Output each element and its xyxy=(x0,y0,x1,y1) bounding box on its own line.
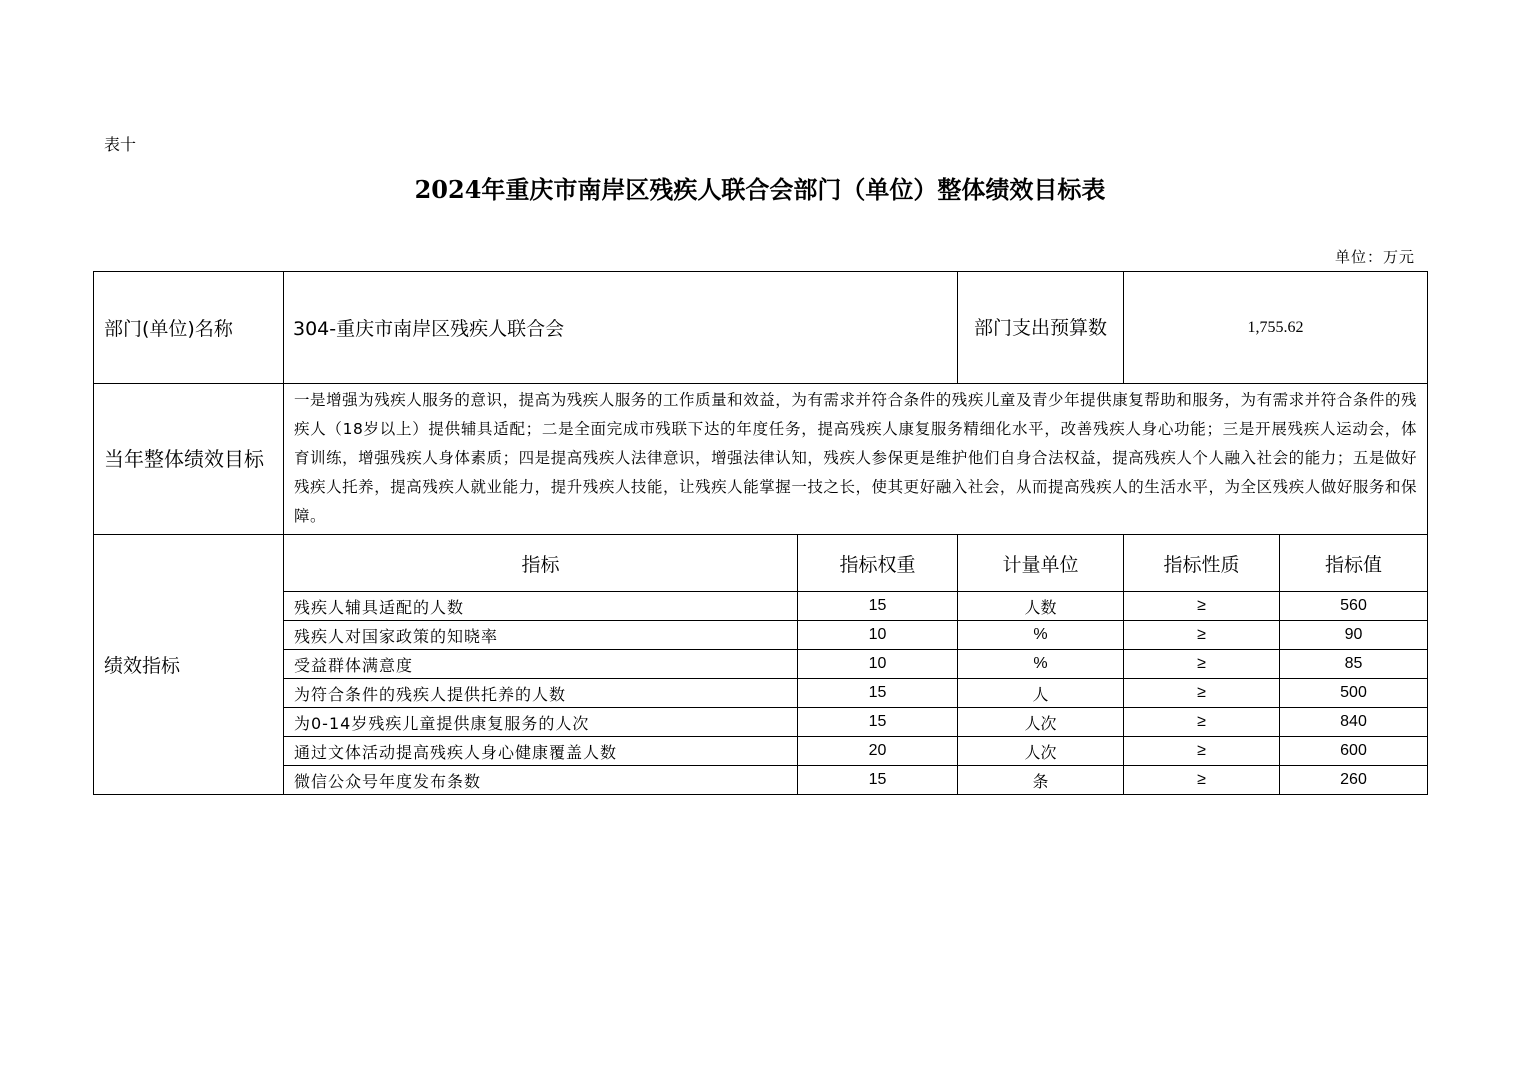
indicator-name: 受益群体满意度 xyxy=(284,650,798,679)
goal-label: 当年整体绩效目标 xyxy=(94,384,284,535)
header-unit: 计量单位 xyxy=(958,535,1124,592)
indicator-unit: 人次 xyxy=(958,708,1124,737)
dept-name-value: 304-重庆市南岸区残疾人联合会 xyxy=(284,272,958,384)
indicator-weight: 10 xyxy=(798,621,958,650)
indicator-value: 600 xyxy=(1280,737,1428,766)
indicator-nature: ≥ xyxy=(1124,679,1280,708)
page-title: 2024年重庆市南岸区残疾人联合会部门（单位）整体绩效目标表 xyxy=(414,175,1106,204)
indicator-unit: 人 xyxy=(958,679,1124,708)
performance-label: 绩效指标 xyxy=(94,535,284,795)
indicator-name: 为符合条件的残疾人提供托养的人数 xyxy=(284,679,798,708)
dept-name-label: 部门(单位)名称 xyxy=(94,272,284,384)
table-row xyxy=(94,737,1428,766)
indicator-name: 微信公众号年度发布条数 xyxy=(284,766,798,795)
indicator-nature: ≥ xyxy=(1124,592,1280,621)
indicator-value: 840 xyxy=(1280,708,1428,737)
dept-row xyxy=(94,272,1428,384)
table-row xyxy=(94,621,1428,650)
indicator-unit: 人数 xyxy=(958,592,1124,621)
header-value: 指标值 xyxy=(1280,535,1428,592)
indicator-nature: ≥ xyxy=(1124,737,1280,766)
header-weight: 指标权重 xyxy=(798,535,958,592)
indicator-name: 为0-14岁残疾儿童提供康复服务的人次 xyxy=(284,708,798,737)
indicator-name: 残疾人辅具适配的人数 xyxy=(284,592,798,621)
goal-text: 一是增强为残疾人服务的意识，提高为残疾人服务的工作质量和效益，为有需求并符合条件的残疾儿童及青少年提供康复帮助和服务，为有需求并符合条件的残疾人（18岁以上）提供辅具适配；二是全面完成市残联下达的年度任务，提高残疾人康复服务精细化水平，改善残疾人身心功能；三是开展残疾人运动会，体育训练，增强残疾人身体素质；四是提高残疾人法律意识，增强法律认知，残疾人参保更是维护他们自身合法权益，提高残疾人个人融入社会的能力；五是做好残疾人托养，提高残疾人就业能力，提升残疾人技能，让残疾人能掌握一技之长，使其更好融入社会，从而提高残疾人的生活水平，为全区残疾人做好服务和保障。 xyxy=(284,384,1428,535)
budget-label: 部门支出预算数 xyxy=(958,272,1124,384)
table-row xyxy=(94,650,1428,679)
indicator-unit: % xyxy=(958,650,1124,679)
budget-value: 1,755.62 xyxy=(1124,272,1428,384)
indicator-nature: ≥ xyxy=(1124,766,1280,795)
indicator-value: 260 xyxy=(1280,766,1428,795)
indicator-value: 560 xyxy=(1280,592,1428,621)
indicator-unit: 条 xyxy=(958,766,1124,795)
indicator-weight: 15 xyxy=(798,679,958,708)
indicator-weight: 20 xyxy=(798,737,958,766)
table-row xyxy=(94,766,1428,795)
performance-target-table xyxy=(93,271,1428,795)
indicator-nature: ≥ xyxy=(1124,650,1280,679)
table-row xyxy=(94,679,1428,708)
indicator-weight: 15 xyxy=(798,766,958,795)
indicator-weight: 15 xyxy=(798,708,958,737)
indicator-name: 通过文体活动提高残疾人身心健康覆盖人数 xyxy=(284,737,798,766)
indicator-nature: ≥ xyxy=(1124,708,1280,737)
indicator-value: 90 xyxy=(1280,621,1428,650)
indicator-value: 500 xyxy=(1280,679,1428,708)
indicator-unit: 人次 xyxy=(958,737,1124,766)
indicator-weight: 10 xyxy=(798,650,958,679)
table-row xyxy=(94,708,1428,737)
indicator-header-row xyxy=(94,535,1428,592)
indicator-name: 残疾人对国家政策的知晓率 xyxy=(284,621,798,650)
header-indicator: 指标 xyxy=(284,535,798,592)
indicator-nature: ≥ xyxy=(1124,621,1280,650)
table-row xyxy=(94,592,1428,621)
header-nature: 指标性质 xyxy=(1124,535,1280,592)
page-label: 表十 xyxy=(104,135,137,154)
indicator-unit: % xyxy=(958,621,1124,650)
indicator-value: 85 xyxy=(1280,650,1428,679)
goal-row xyxy=(94,384,1428,535)
unit-note: 单位：万元 xyxy=(1334,248,1415,266)
indicator-weight: 15 xyxy=(798,592,958,621)
